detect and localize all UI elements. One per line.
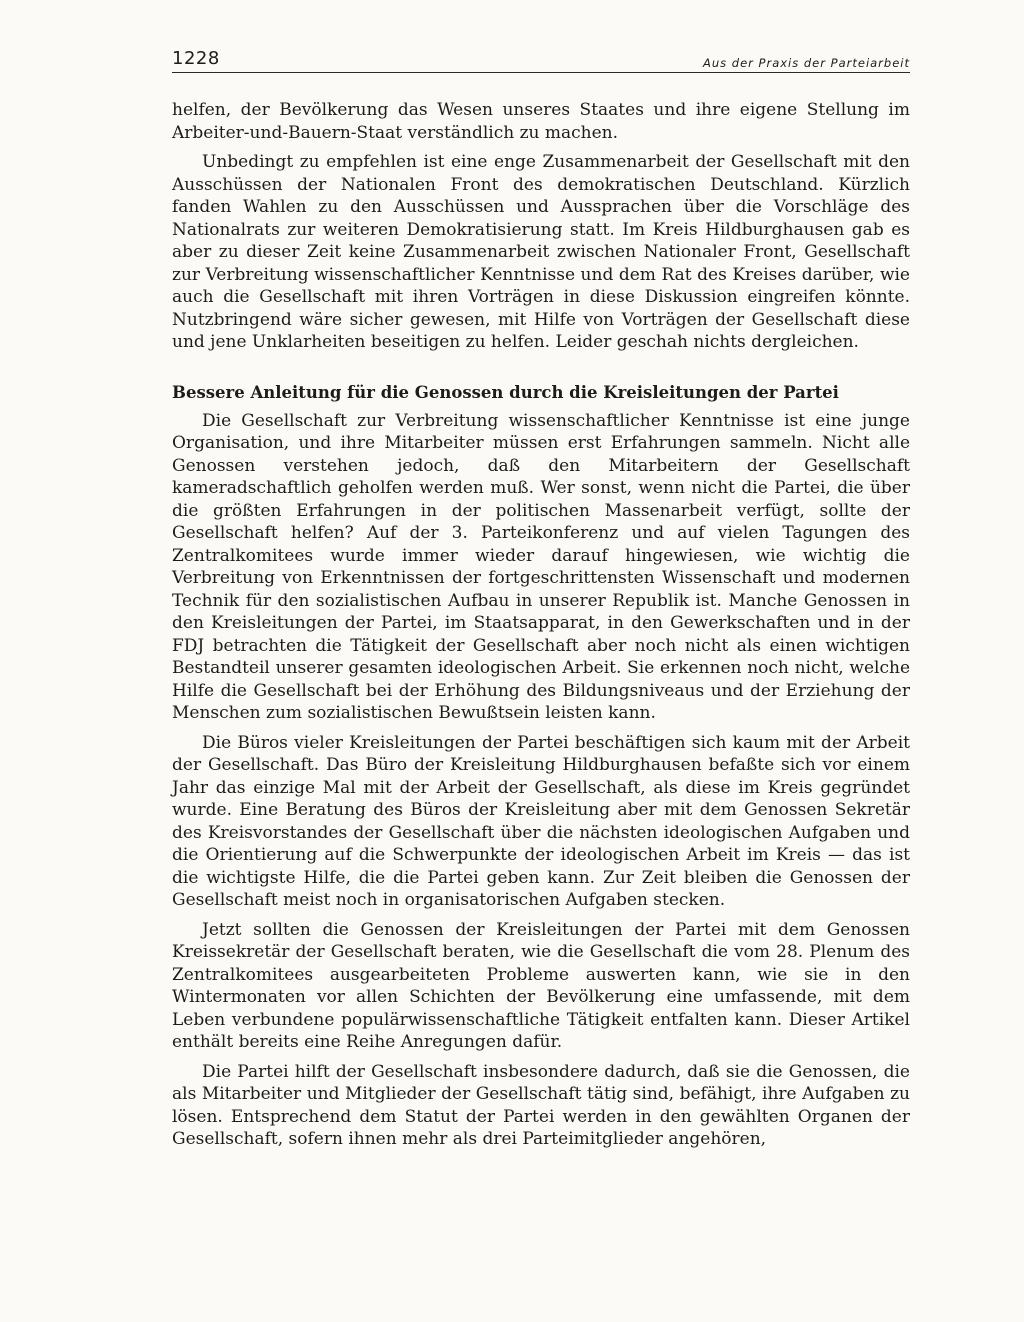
running-title: Aus der Praxis der Parteiarbeit bbox=[702, 56, 910, 70]
paragraph-national-front: Unbedingt zu empfehlen ist eine enge Zusammenarbeit der Gesellschaft mit den Ausschüssen der Nationalen Front des demokratischen Deutschland. Kürzlich fanden Wahlen zu den Ausschüssen und Aussprachen über die Vorschläge des Nationalrats zur weiteren Demokratisierung statt. Im Kreis Hildburghausen gab es aber zu dieser Zeit keine Zusammenarbeit zwischen Nationaler Front, Gesellschaft zur Verbreitung wissenschaftlicher Kenntnisse und dem Rat des Kreises darüber, wie auch die Gesellschaft mit ihren Vorträgen in diese Diskussion eingreifen könnte. Nutzbringend wäre sicher gewesen, mit Hilfe von Vorträgen der Gesellschaft diese und jene Unklarheiten beseitigen zu helfen. Leider geschah nichts dergleichen. bbox=[172, 152, 910, 352]
section-heading: Bessere Anleitung für die Genossen durch die Kreisleitungen der Partei bbox=[172, 382, 839, 402]
page-header bbox=[172, 46, 910, 73]
paragraph-continued: helfen, der Bevölkerung das Wesen unseres Staates und ihre eigene Stellung im Arbeiter-und-Bauern-Staat verständlich zu machen. bbox=[172, 100, 910, 143]
paragraph-bureaus: Die Büros vieler Kreisleitungen der Partei beschäftigen sich kaum mit der Arbeit der Gesellschaft. Das Büro der Kreisleitung Hildburghausen befaßte sich vor einem Jahr das einzige Mal mit der Arbeit der Gesellschaft, als diese im Kreis gegründet wurde. Eine Beratung des Büros der Kreisleitung aber mit dem Genossen Sekretär des Kreisvorstandes der Gesellschaft über die nächsten ideologischen Aufgaben und die Orientierung auf die Schwerpunkte der ideologischen Arbeit im Kreis — das ist die wichtigste Hilfe, die die Partei geben kann. Zur Zeit bleiben die Genossen der Gesellschaft meist noch in organisatorischen Aufgaben stecken. bbox=[172, 732, 910, 910]
document-page bbox=[172, 46, 910, 1151]
paragraph-young-organisation: Die Gesellschaft zur Verbreitung wissenschaftlicher Kenntnisse ist eine junge Organisation, und ihre Mitarbeiter müssen erst Erfahrungen sammeln. Nicht alle Genossen verstehen jedoch, daß den Mitarbeitern der Gesellschaft kameradschaftlich geholfen werden muß. Wer sonst, wenn nicht die Partei, die über die größten Erfahrungen in der politischen Massenarbeit verfügt, sollte der Gesellschaft helfen? Auf der 3. Parteikonferenz und auf vielen Tagungen des Zentralkomitees wurde immer wieder darauf hingewiesen, wie wichtig die Verbreitung von Erkenntnissen der fortgeschrittensten Wissenschaft und modernen Technik für den sozialistischen Aufbau in unserer Republik ist. Manche Genossen in den Kreisleitungen der Partei, im Staatsapparat, in den Gewerkschaften und in der FDJ betrachten die Tätigkeit der Gesellschaft aber noch nicht als einen wichtigen Bestandteil unserer gesamten ideologischen Arbeit. Sie erkennen noch nicht, welche Hilfe die Gesellschaft bei der Erhöhung des Bildungsniveaus und der Erziehung der Menschen zum sozialistischen Bewußtsein leisten kann. bbox=[172, 410, 910, 723]
page-number: 1228 bbox=[172, 48, 220, 69]
paragraph-plenum: Jetzt sollten die Genossen der Kreisleitungen der Partei mit dem Genossen Kreissekretär der Gesellschaft beraten, wie die Gesellschaft die vom 28. Plenum des Zentralkomitees ausgearbeiteten Probleme auswerten kann, wie sie in den Wintermonaten vor allen Schichten der Bevölkerung eine umfassende, mit dem Leben verbundene populärwissenschaftliche Tätigkeit entfalten kann. Dieser Artikel enthält bereits eine Reihe Anregungen dafür. bbox=[172, 919, 910, 1052]
paragraph-party-helps: Die Partei hilft der Gesellschaft insbesondere dadurch, daß sie die Genossen, die als Mitarbeiter und Mitglieder der Gesellschaft tätig sind, befähigt, ihre Aufgaben zu lösen. Entsprechend dem Statut der Partei werden in den gewählten Organen der Gesellschaft, sofern ihnen mehr als drei Parteimitglieder angehören, bbox=[172, 1061, 910, 1149]
